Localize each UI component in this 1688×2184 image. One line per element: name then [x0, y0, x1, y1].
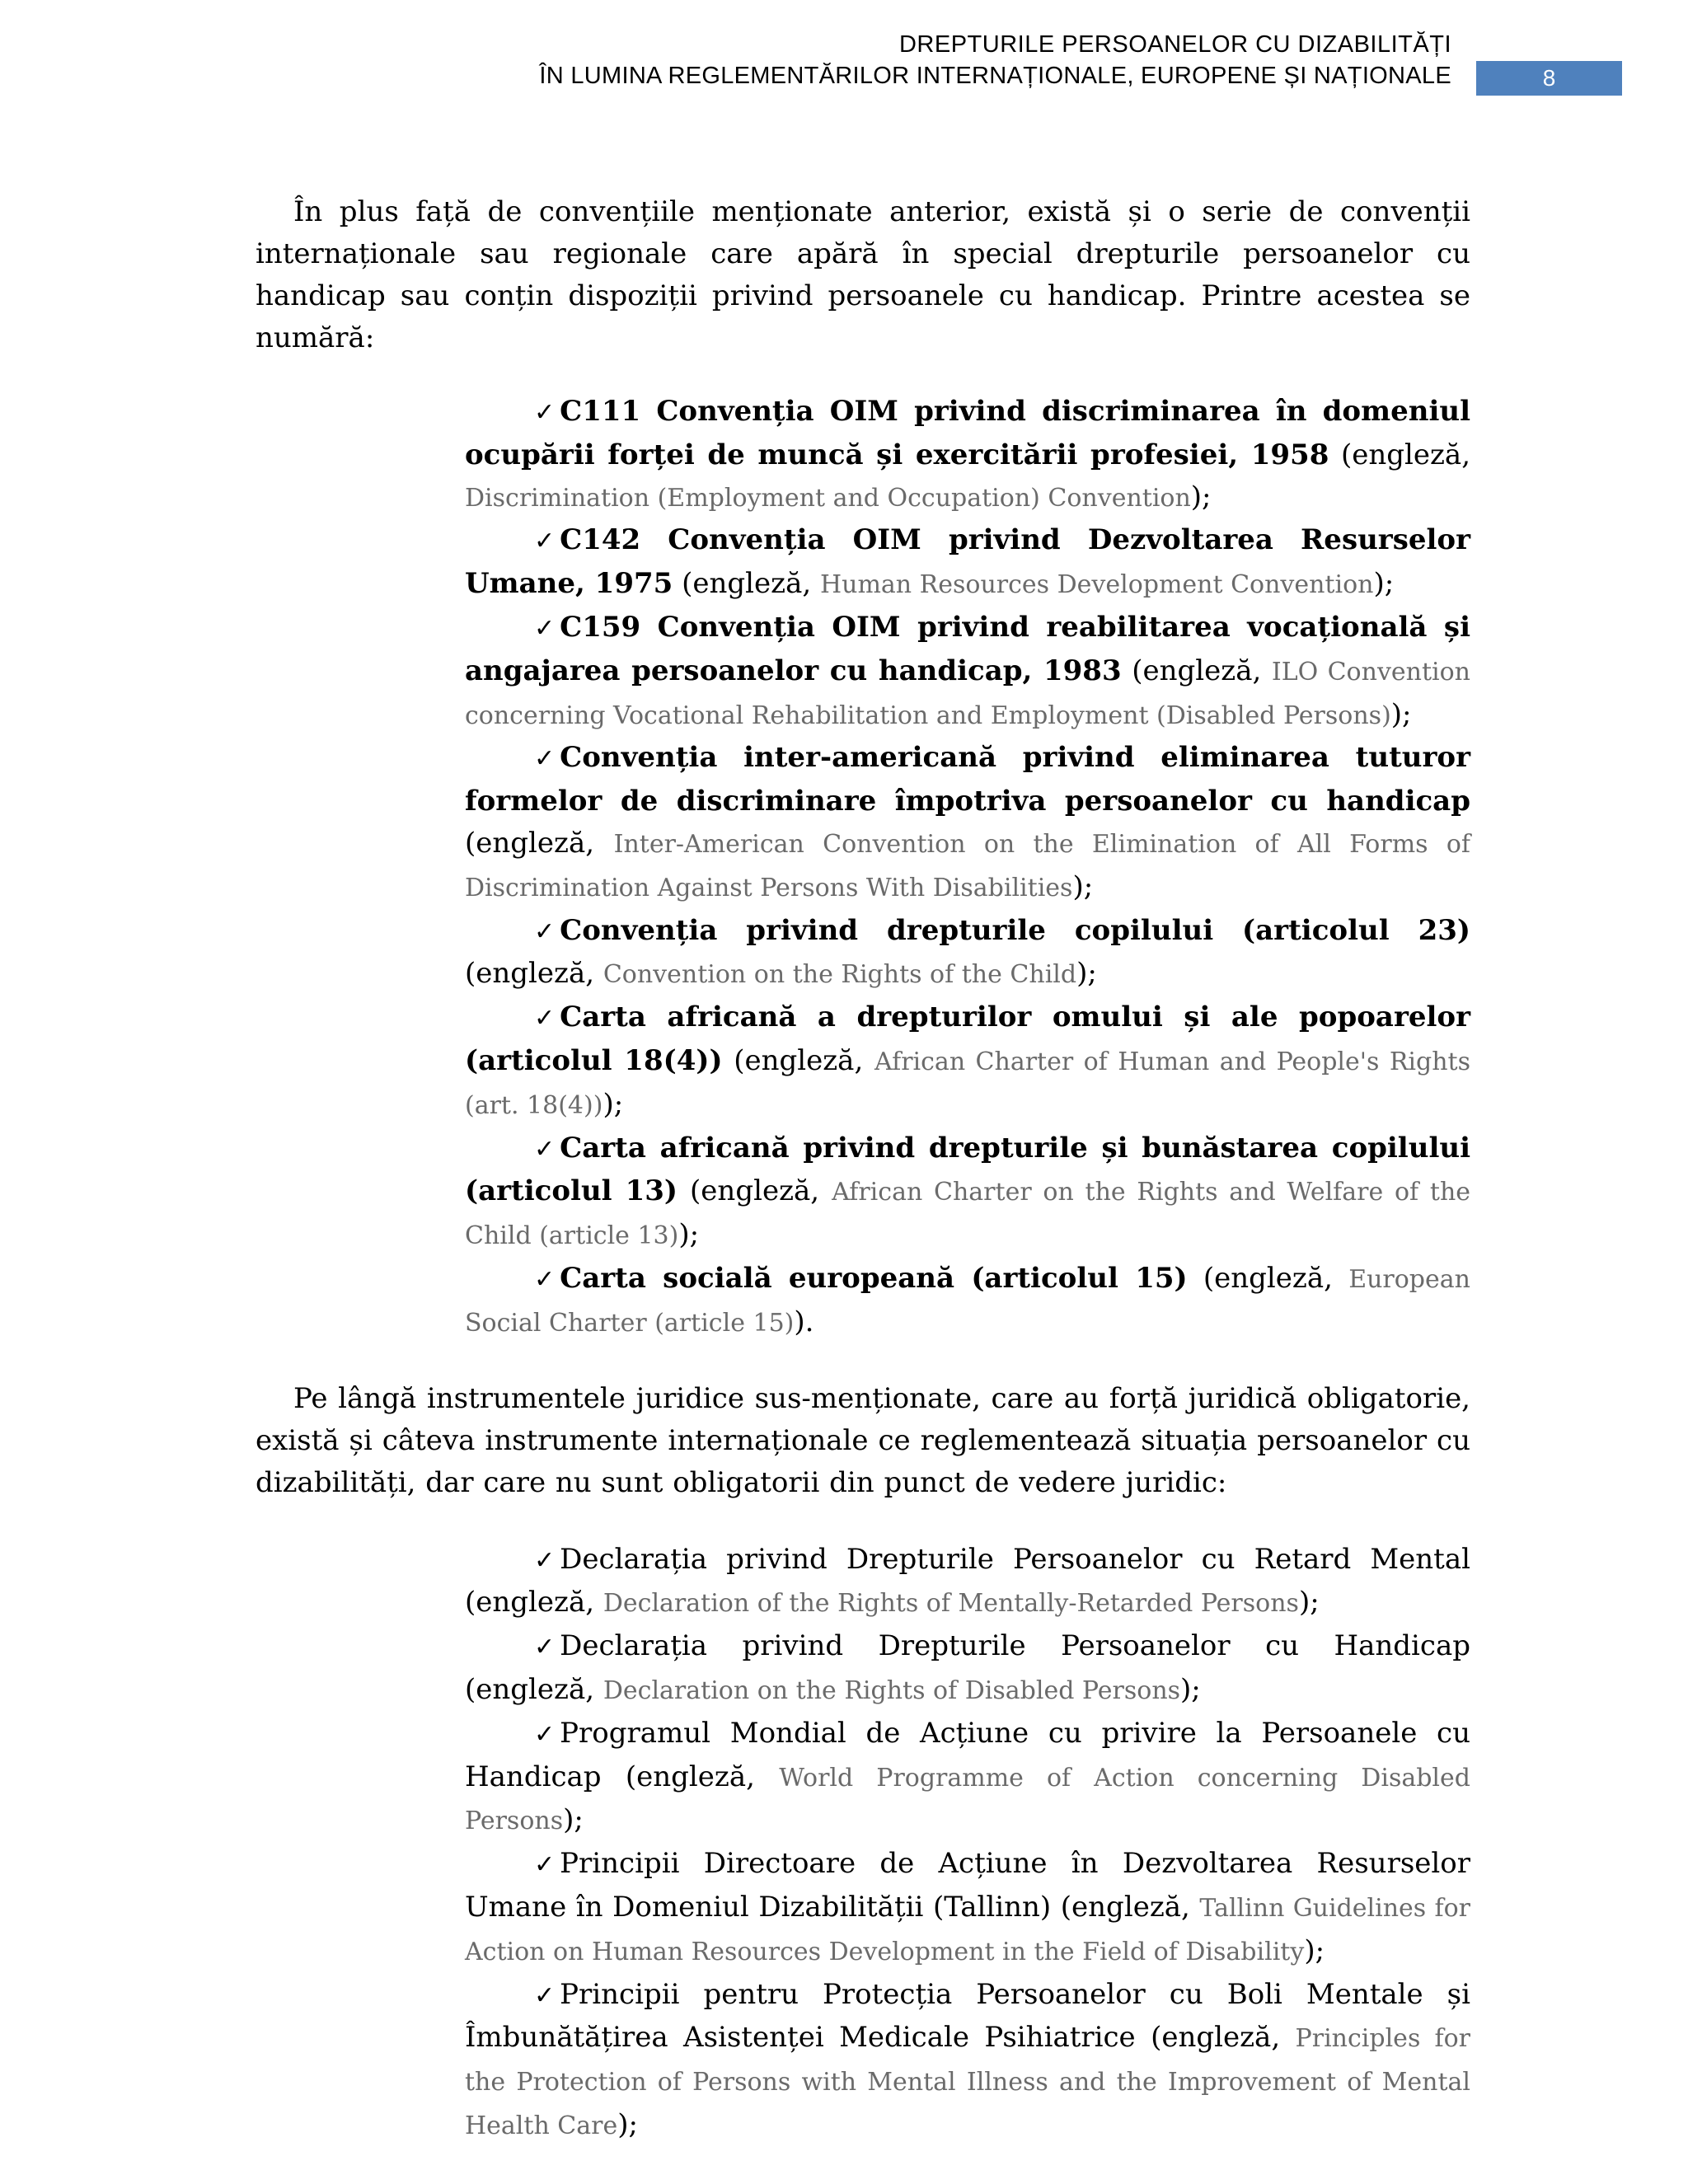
english-name: European Social Charter (article 15) — [465, 1264, 1470, 1338]
list-item — [465, 607, 1470, 737]
checkmark-icon: ✓ — [534, 527, 556, 556]
item-suffix: ); — [563, 1803, 584, 1837]
checkmark-icon: ✓ — [534, 744, 556, 774]
running-header — [56, 25, 1622, 99]
list-item — [465, 519, 1470, 607]
lang-prefix: (engleză, — [601, 1760, 780, 1793]
list-item — [465, 737, 1470, 909]
checkmark-icon: ✓ — [534, 1004, 556, 1033]
instrument-title: Declarația privind Drepturile Persoanelor cu Retard Mental — [560, 1542, 1470, 1576]
checkmark-icon: ✓ — [534, 1633, 556, 1662]
item-suffix: ); — [1076, 957, 1097, 991]
item-suffix: ); — [1304, 1933, 1325, 1967]
item-suffix: ); — [1373, 567, 1395, 601]
checkmark-icon: ✓ — [534, 1980, 556, 2010]
item-suffix: ); — [678, 1218, 700, 1252]
item-suffix: ); — [1298, 1586, 1320, 1619]
lang-prefix: (engleză, — [1187, 1261, 1349, 1295]
checkmark-icon: ✓ — [534, 398, 556, 427]
english-name: African Charter of Human and People's Rights (art. 18(4)) — [465, 1047, 1471, 1120]
list-item — [465, 1974, 1470, 2148]
page-number-badge: 8 — [1476, 61, 1622, 96]
instrument-title: Convenția inter-americană privind eliminarea tuturor formelor de discriminare împotriva persoanelor cu handicap — [465, 741, 1470, 818]
instrument-title: Principii Directoare de Acțiune în Dezvoltarea Resurselor Umane în Domeniul Dizabilității (Tallinn) — [465, 1847, 1470, 1924]
checkmark-icon: ✓ — [534, 1264, 556, 1294]
item-suffix: ); — [1190, 480, 1212, 513]
item-suffix: ); — [1390, 697, 1412, 731]
instrument-title: Declarația privind Drepturile Persoanelor cu Handicap — [560, 1629, 1470, 1663]
binding-instruments-list — [465, 391, 1470, 1345]
list-item — [465, 1625, 1470, 1713]
lang-prefix: (engleză, — [678, 1174, 832, 1208]
checkmark-icon: ✓ — [534, 1545, 556, 1575]
non-binding-instruments-list — [465, 1539, 1470, 2148]
list-item — [465, 1843, 1470, 1973]
instrument-title: C111 Convenția OIM privind discriminarea în domeniul ocupării forței de muncă și exercitării profesiei, 1958 — [465, 395, 1470, 471]
english-name: Discrimination (Employment and Occupation) Convention — [465, 483, 1191, 513]
instrument-title: Principii pentru Protecția Persoanelor cu Boli Mentale și Îmbunătățirea Asistenței Medicale Psihiatrice — [465, 1977, 1470, 2055]
intro-paragraph: În plus față de convențiile menționate anterior, există și o serie de convenții internaționale sau regionale care apără în special drepturile persoanelor cu handicap sau conțin dispoziții privind persoanele cu handicap. Printre acestea se numără: — [256, 195, 1470, 354]
item-suffix: ). — [794, 1305, 814, 1338]
instrument-title: Carta africană privind drepturile și bunăstarea copilului (articolul 13) — [465, 1131, 1470, 1208]
lang-prefix: (engleză, — [673, 567, 820, 601]
instrument-title: Programul Mondial de Acțiune cu privire la Persoanele cu Handicap — [465, 1716, 1470, 1793]
lang-prefix: (engleză, — [465, 957, 603, 991]
english-name: Inter-American Convention on the Elimination of All Forms of Discrimination Against Persons With Disabilities — [465, 829, 1470, 902]
list-item — [465, 1713, 1470, 1843]
item-suffix: ); — [1180, 1672, 1201, 1706]
item-suffix: ); — [603, 1087, 624, 1121]
lang-prefix: (engleză, — [1051, 1890, 1200, 1924]
list-item — [465, 1258, 1470, 1345]
checkmark-icon: ✓ — [534, 916, 556, 946]
english-name: Principles for the Protection of Persons with Mental Illness and the Improvement of Mental Health Care — [465, 2024, 1470, 2140]
english-name: Tallinn Guidelines for Action on Human Resources Development in the Field of Disability — [465, 1893, 1470, 1966]
english-name: ILO Convention concerning Vocational Rehabilitation and Employment (Disabled Persons) — [465, 657, 1470, 730]
lang-prefix: (engleză, — [465, 1672, 603, 1706]
english-name: Declaration on the Rights of Disabled Persons — [603, 1675, 1181, 1705]
instrument-title: Carta africană a drepturilor omului și ale popoarelor (articolul 18(4)) — [465, 1001, 1470, 1077]
checkmark-icon: ✓ — [534, 613, 556, 643]
page-body — [256, 191, 1470, 2148]
checkmark-icon: ✓ — [534, 1134, 556, 1164]
checkmark-icon: ✓ — [534, 1719, 556, 1749]
header-title-line2: ÎN LUMINA REGLEMENTĂRILOR INTERNAȚIONALE, EUROPENE ȘI NAȚIONALE — [539, 63, 1451, 89]
english-name: Declaration of the Rights of Mentally-Retarded Persons — [603, 1589, 1299, 1619]
instrument-title: Convenția privind drepturile copilului (articolul 23) — [560, 913, 1470, 947]
lang-prefix: (engleză, — [722, 1043, 874, 1077]
list-item — [465, 1539, 1470, 1626]
list-item — [465, 1127, 1470, 1258]
instrument-title: Carta socială europeană (articolul 15) — [560, 1261, 1188, 1295]
list-item — [465, 391, 1470, 519]
lang-prefix: (engleză, — [1135, 2021, 1296, 2055]
item-suffix: ); — [1072, 869, 1094, 903]
list-item — [465, 910, 1470, 997]
lang-prefix: (engleză, — [465, 826, 614, 860]
instrument-title: C142 Convenția OIM privind Dezvoltarea Resurselor Umane, 1975 — [465, 523, 1470, 601]
instrument-title: C159 Convenția OIM privind reabilitarea vocațională și angajarea persoanelor cu handicap, 1983 — [465, 610, 1470, 687]
english-name: African Charter on the Rights and Welfare of the Child (article 13) — [465, 1178, 1471, 1251]
lang-prefix: (engleză, — [1121, 654, 1272, 687]
english-name: Convention on the Rights of the Child — [603, 960, 1077, 990]
item-suffix: ); — [617, 2107, 638, 2141]
second-paragraph: Pe lângă instrumentele juridice sus-menționate, care au forță juridică obligatorie, există și câteva instrumente internaționale ce reglementează situația persoanelor cu dizabilități, dar care nu sunt obligatorii din punct de vedere juridic: — [256, 1381, 1470, 1499]
lang-prefix: (engleză, — [1329, 438, 1471, 471]
list-item — [465, 996, 1470, 1127]
english-name: World Programme of Action concerning Disabled Persons — [465, 1763, 1470, 1836]
lang-prefix: (engleză, — [465, 1586, 603, 1619]
english-name: Human Resources Development Convention — [819, 570, 1374, 600]
header-title-line1: DREPTURILE PERSOANELOR CU DIZABILITĂȚI — [898, 31, 1451, 58]
checkmark-icon: ✓ — [534, 1850, 556, 1880]
